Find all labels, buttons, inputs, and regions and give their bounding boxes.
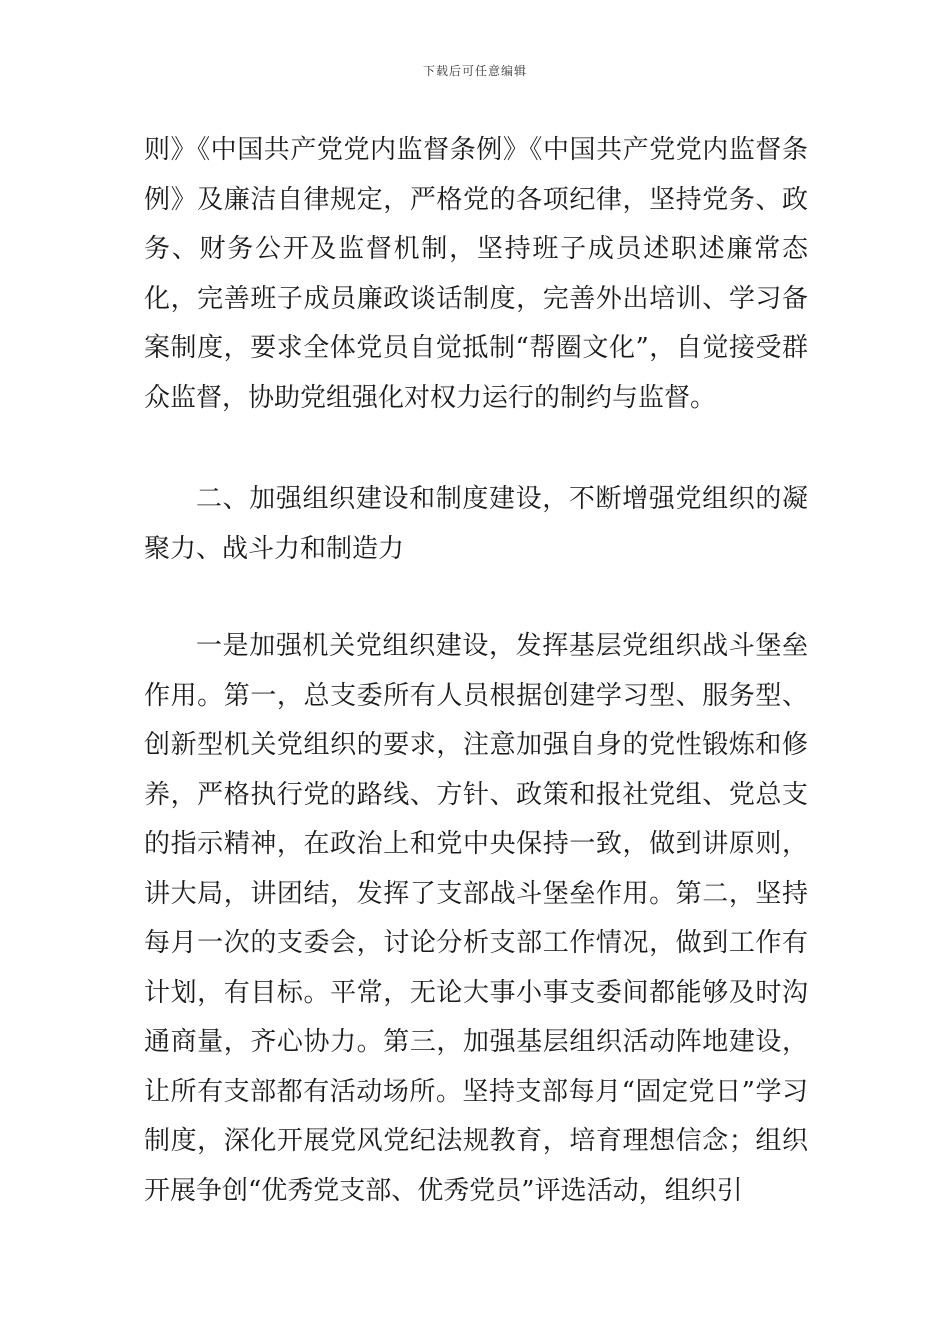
- page-header-note: 下载后可任意编辑: [422, 64, 527, 78]
- paragraph-3: 一是加强机关党组织建设，发挥基层党组织战斗堡垒作用。第一，总支委所有人员根据创建学习型、服务型、创新型机关党组织的要求，注意加强自身的党性锻炼和修养，严格执行党的路线、方针、政策和报社党组、党总支的指示精神，在政治上和党中央保持一致，做到讲原则，讲大局，讲团结，发挥了支部战斗堡垒作用。第二，坚持每月一次的支委会，讨论分析支部工作情况，做到工作有计划，有目标。平常，无论大事小事支委间都能够及时沟通商量，齐心协力。第三，加强基层组织活动阵地建设，让所有支部都有活动场所。坚持支部每月“固定党日”学习制度，深化开展党风党纪法规教育，培育理想信念；组织开展争创“优秀党支部、优秀党员”评选活动，组织引: [144, 631, 808, 1206]
- body-section-3: [144, 622, 808, 1216]
- section-heading-2: 二、加强组织建设和制度建设，不断增强党组织的凝聚力、战斗力和制造力: [144, 484, 808, 564]
- paragraph-1: 则》《中国共产党党内监督条例》《中国共产党党内监督条例》及廉洁自律规定，严格党的各项纪律，坚持党务、政务、财务公开及监督机制，坚持班子成员述职述廉常态化，完善班子成员廉政谈话制度，完善外出培训、学习备案制度，要求全体党员自觉抵制“帮圈文化”，自觉接受群众监督，协助党组强化对权力运行的制约与监督。: [144, 135, 808, 413]
- body-section-2: [144, 475, 808, 574]
- body-section-1: [144, 126, 808, 423]
